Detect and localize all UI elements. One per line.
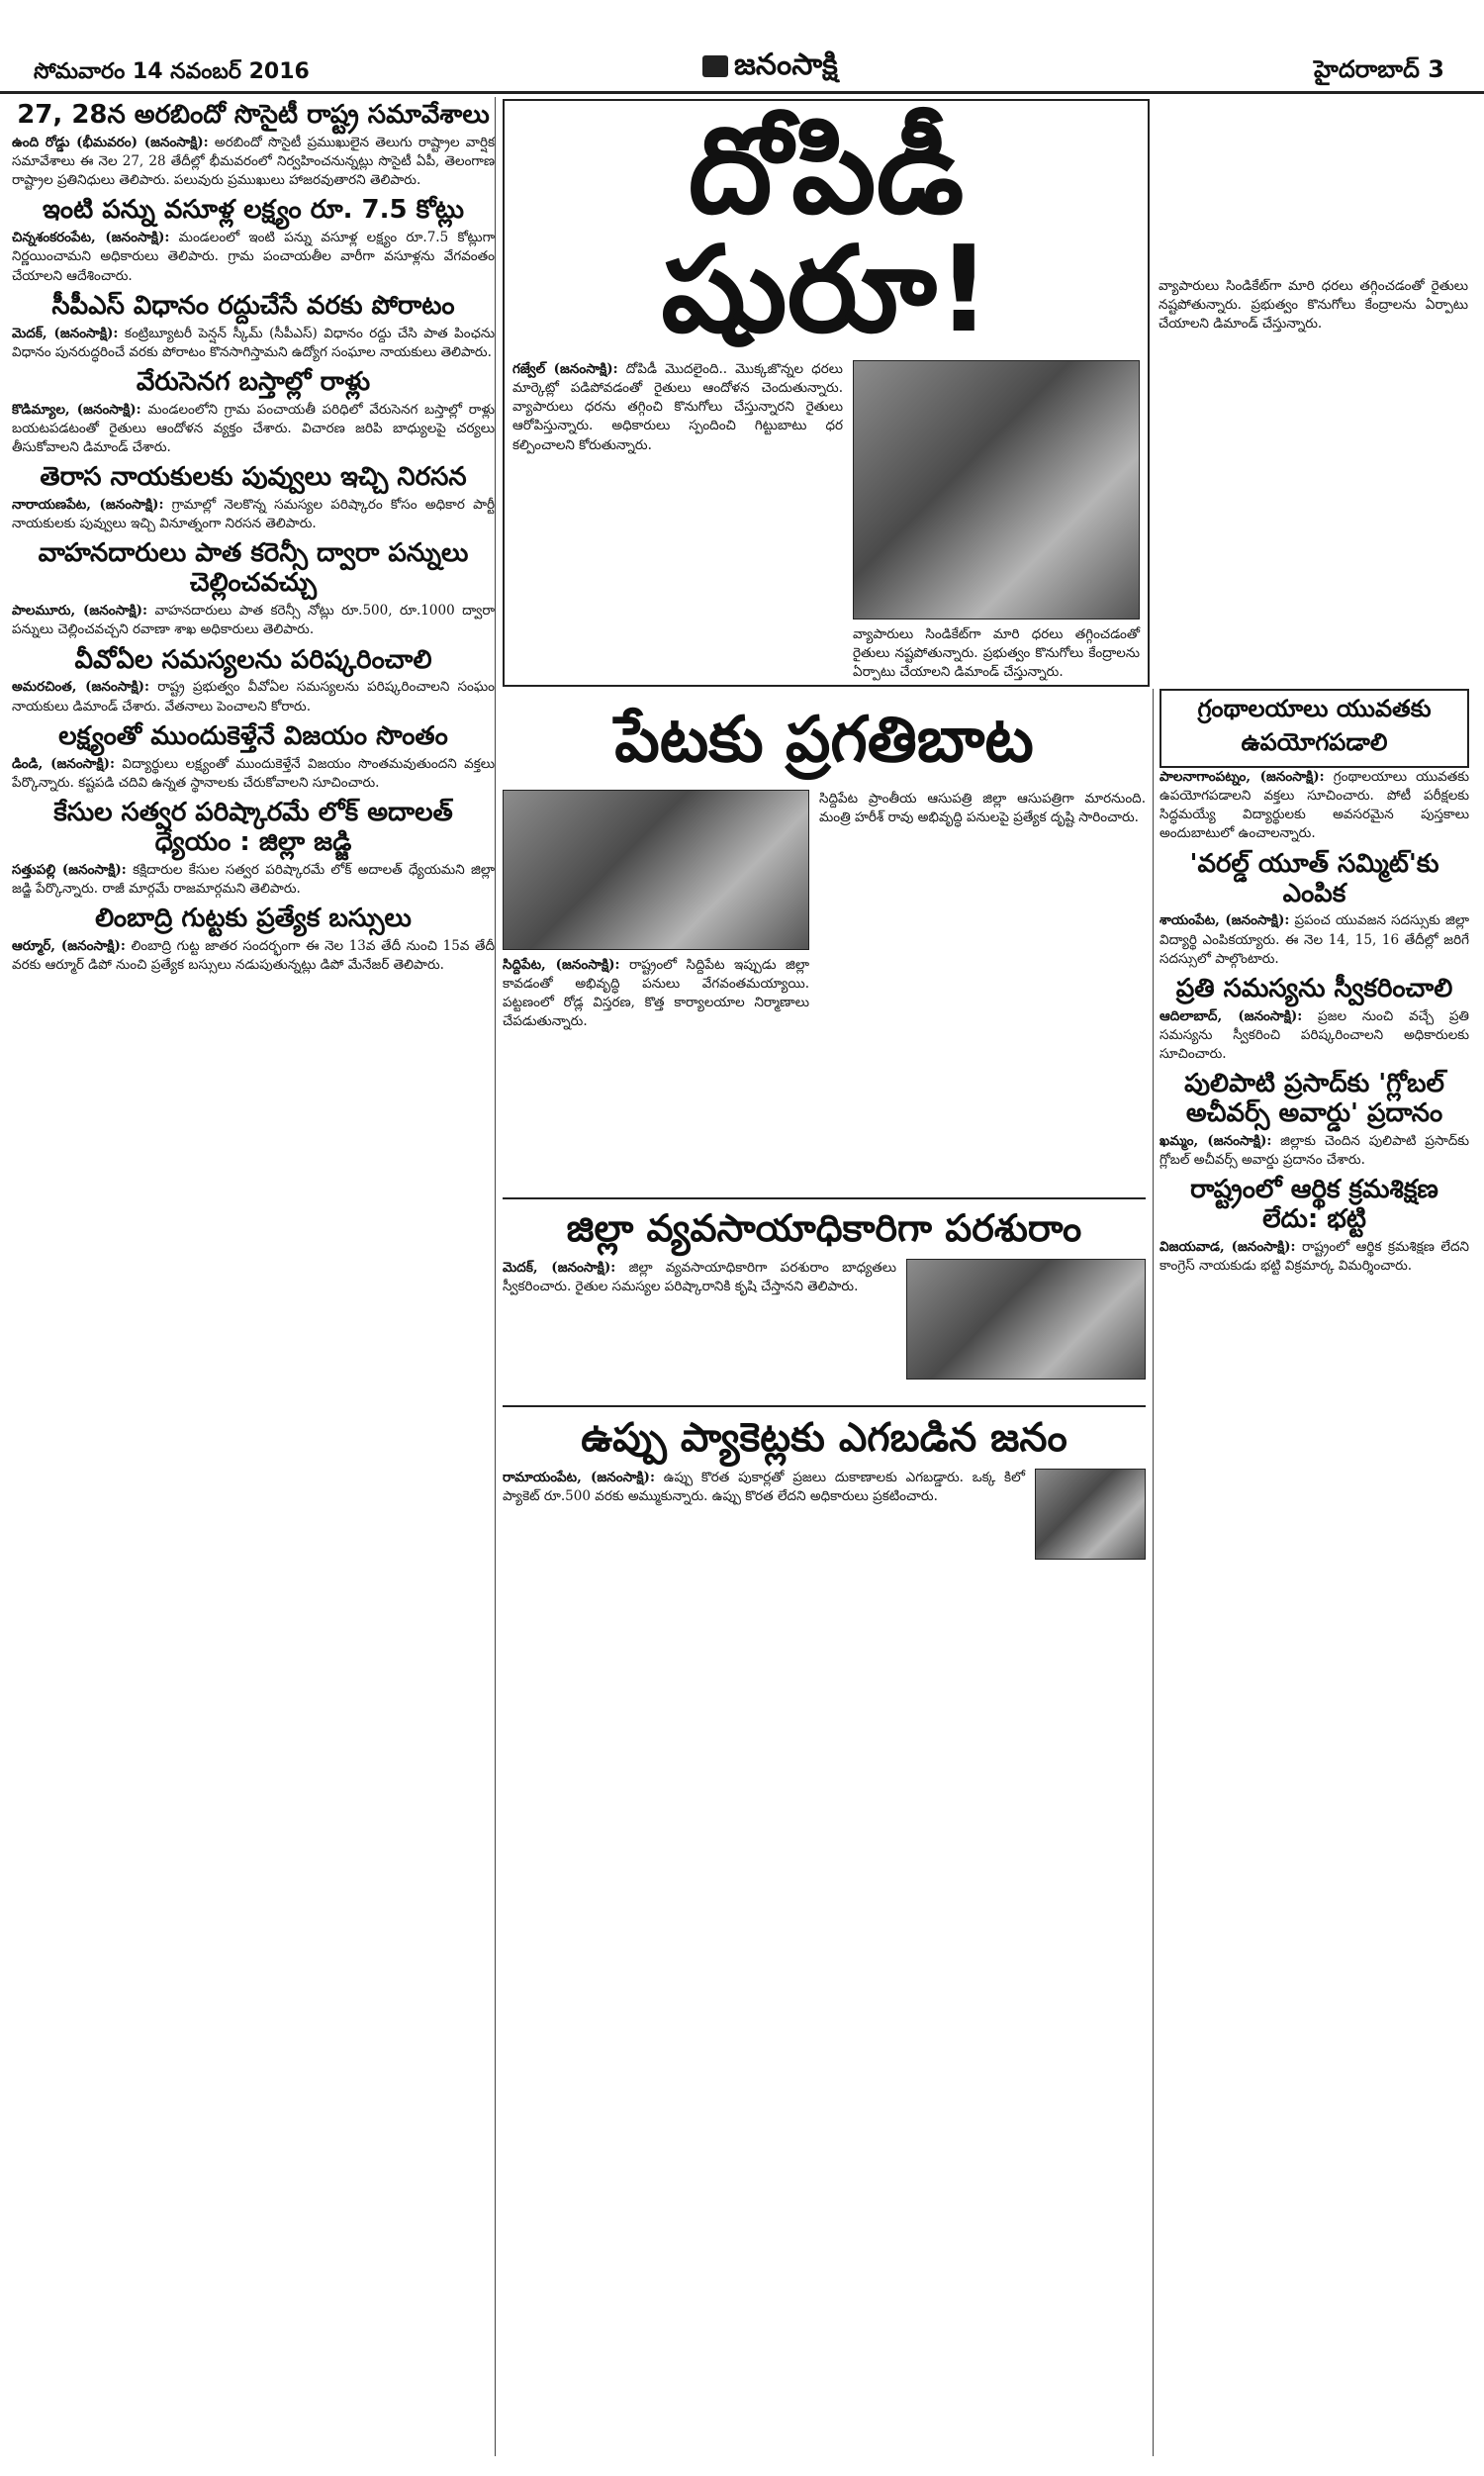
article-headline: వాహనదారులు పాత కరెన్సీ ద్వారా పన్నులు చెల్లించవచ్చు — [38, 538, 469, 599]
story2-dateline: సిద్దిపేట, (జనంసాక్షి): — [503, 956, 620, 973]
lead-dateline: గజ్వేల్ (జనంసాక్షి): — [512, 361, 618, 377]
article-dateline: ఉంది రోడ్డు (భీమవరం) (జనంసాక్షి): — [12, 134, 209, 150]
masthead — [0, 0, 1484, 94]
article-body: రాష్ట్రంలో ఆర్థిక క్రమశిక్షణ లేదని కాంగ్రెస్ నాయకుడు భట్టి విక్రమార్క విమర్శించారు. — [1159, 1239, 1470, 1275]
article-headline: లింబాద్రి గుట్టకు ప్రత్యేక బస్సులు — [95, 904, 412, 934]
story2-text-right — [819, 790, 1146, 1038]
article-dateline: సత్తుపల్లి (జనంసాక్షి): — [12, 861, 127, 878]
article-dateline: చిన్నశంకరంపేట, (జనంసాక్షి): — [12, 230, 170, 246]
article-headline: తెరాస నాయకులకు పువ్వులు ఇచ్చి నిరసన — [40, 462, 467, 493]
story3-photo — [906, 1259, 1146, 1380]
left-article-1 — [12, 196, 495, 285]
article-body: జిల్లాకు చెందిన పులిపాటి ప్రసాద్‌కు గ్లోబల్ అచీవర్స్ అవార్డు ప్రదానం చేశారు. — [1159, 1133, 1469, 1169]
article-headline: కేసుల సత్వర పరిష్కారమే లోక్ అదాలత్ ధ్యేయం : జిల్లా జడ్జి — [53, 797, 453, 857]
article-body: అరబిందో సొసైటీ ప్రముఖులైన తెలుగు రాష్ట్రాల వార్షిక సమావేశాలు ఈ నెల 27, 28 తేదీల్లో భీమవరంలో నిర్వహించనున్నట్లు సొసైటీ ఏపీ, తెలంగాణ రాష్ట్రాల ప్రతినిధులు తెలిపారు. పలువురు ప్రముఖులు హాజరవుతారని తెలిపారు. — [12, 134, 495, 189]
article-body: ప్రజల నుంచి వచ్చే ప్రతి సమస్యను స్వీకరించి పరిష్కరించాలని అధికారులకు సూచించారు. — [1159, 1007, 1469, 1063]
article-dateline: ఆదిలాబాద్, (జనంసాక్షి): — [1159, 1007, 1303, 1024]
article-body: ప్రపంచ యువజన సదస్సుకు జిల్లా విద్యార్థి ఎంపికయ్యారు. ఈ నెల 14, 15, 16 తేదీల్లో జరిగే సదస్సులో పాల్గొంటారు. — [1159, 912, 1469, 967]
left-article-2 — [12, 292, 495, 362]
left-article-4 — [12, 463, 495, 533]
article-dateline: విజయవాడ, (జనంసాక్షి): — [1159, 1239, 1296, 1256]
story-pragathi — [503, 693, 1146, 1188]
article-dateline: డిండి, (జనంసాక్షి): — [12, 755, 115, 772]
article-headline: గ్రంథాలయాలు యువతకు ఉపయోగపడాలి — [1159, 689, 1469, 768]
article-dateline: పాలనాగాంపట్నం, (జనంసాక్షి): — [1159, 769, 1325, 785]
article-dateline: అమరచింత, (జనంసాక్షి): — [12, 679, 150, 696]
lead-story — [503, 99, 1150, 687]
story2-headline: పేటకు ప్రగతిబాట — [614, 704, 1034, 777]
article-headline: ప్రతి సమస్యను స్వీకరించాలి — [1175, 973, 1453, 1003]
story2-body: రాష్ట్రంలో సిద్దిపేట ఇప్పుడు జిల్లా కావడంతో అభివృద్ధి పనులు వేగవంతమయ్యాయి. పట్టణంలో రోడ్ల విస్తరణ, కొత్త కార్యాలయాల నిర్మాణాలు చేపడుతున్నారు. — [503, 956, 809, 1030]
article-body: విద్యార్థులు లక్ష్యంతో ముందుకెళ్తేనే విజయం సొంతమవుతుందని వక్తలు పేర్కొన్నారు. కష్టపడి చదివి ఉన్నత స్థానాలకు చేరుకోవాలని సూచించారు. — [12, 755, 495, 791]
article-body: మండలంలో ఇంటి పన్ను వసూళ్ల లక్ష్యం రూ.7.5 కోట్లుగా నిర్ణయించామని అధికారులు తెలిపారు. గ్రామ పంచాయతీల వారీగా వసూళ్లను వేగవంతం చేయాలని ఆదేశించారు. — [12, 230, 495, 284]
article-body: కక్షిదారుల కేసుల సత్వర పరిష్కారమే లోక్ అదాలత్ ధ్యేయమని జిల్లా జడ్జి పేర్కొన్నారు. రాజీ మార్గమే రాజమార్గమని తెలిపారు. — [12, 861, 495, 897]
lead-text-left — [512, 360, 843, 687]
lead-headline: దోపిడీ షురూ! — [661, 103, 991, 359]
lead-body-2: వ్యాపారులు సిండికేట్‌గా మారి ధరలు తగ్గించడంతో రైతులు నష్టపోతున్నారు. ప్రభుత్వం కొనుగోలు కేంద్రాలను ఏర్పాటు చేయాలని డిమాండ్ చేస్తున్నారు. — [853, 626, 1140, 681]
lead-body-2-cont: వ్యాపారులు సిండికేట్‌గా మారి ధరలు తగ్గించడంతో రైతులు నష్టపోతున్నారు. ప్రభుత్వం కొనుగోలు కేంద్రాలను ఏర్పాటు చేయాలని డిమాండ్ చేస్తున్నారు. — [1159, 278, 1468, 333]
right-article-1 — [1154, 850, 1475, 969]
logo-text: జనంసాక్షి — [734, 48, 838, 82]
article-body: లింబాద్రి గుట్ట జాతర సందర్భంగా ఈ నెల 13వ తేదీ నుంచి 15వ తేదీ వరకు ఆర్మూర్ డిపో నుంచి ప్రత్యేక బస్సులు నడుపుతున్నట్లు డిపో మేనేజర్ తెలిపారు. — [12, 937, 496, 974]
article-dateline: మెదక్, (జనంసాక్షి): — [12, 325, 119, 341]
left-article-9 — [12, 905, 495, 975]
story-salt — [503, 1405, 1146, 1625]
story2-photo-column — [503, 790, 809, 1038]
lead-photo-column — [853, 360, 1140, 687]
story2-body-2: సిద్దిపేట ప్రాంతీయ ఆసుపత్రి జిల్లా ఆసుపత్రిగా మారనుంది. మంత్రి హరీశ్ రావు అభివృద్ధి పనులపై ప్రత్యేక దృష్టి సారించారు. — [819, 790, 1146, 825]
article-body: గ్రంథాలయాలు యువతకు ఉపయోగపడాలని వక్తలు సూచించారు. పోటీ పరీక్షలకు సిద్ధమయ్యే విద్యార్థులకు అవసరమైన పుస్తకాలు అందుబాటులో ఉంచాలన్నారు. — [1159, 769, 1470, 842]
story4-photo — [1035, 1469, 1146, 1560]
logo-icon — [702, 55, 728, 77]
article-body: గ్రామాల్లో నెలకొన్న సమస్యల పరిష్కారం కోసం అధికార పార్టీ నాయకులకు పువ్వులు ఇచ్చి వినూత్నంగా నిరసన తెలిపారు. — [12, 497, 495, 532]
right-article-4 — [1154, 1176, 1475, 1276]
article-body: మండలంలోని గ్రామ పంచాయతీ పరిధిలో వేరుసెనగ బస్తాల్లో రాళ్లు బయటపడటంతో రైతులు ఆందోళన వ్యక్తం చేశారు. విచారణ జరిపి బాధ్యులపై చర్యలు తీసుకోవాలని డిమాండ్ చేశారు. — [12, 401, 495, 456]
story2-photo — [503, 790, 809, 950]
story4-dateline: రామాయంపేట, (జనంసాక్షి): — [503, 1470, 655, 1485]
right-column — [1153, 689, 1475, 2456]
newspaper-logo — [702, 48, 838, 89]
left-article-3 — [12, 368, 495, 457]
article-headline: ఇంటి పన్ను వసూళ్ల లక్ష్యం రూ. 7.5 కోట్లు — [43, 195, 464, 226]
left-article-0 — [12, 101, 495, 190]
story3-body: జిల్లా వ్యవసాయాధికారిగా పరశురాం బాధ్యతలు స్వీకరించారు. రైతుల సమస్యల పరిష్కారానికి కృషి చేస్తానని తెలిపారు. — [503, 1259, 896, 1294]
article-headline: వీవోఏల సమస్యలను పరిష్కరించాలి — [74, 644, 432, 675]
lead-body: దోపిడీ మొదలైంది.. మొక్కజొన్నల ధరలు మార్కెట్లో పడిపోవడంతో రైతులు ఆందోళన చెందుతున్నారు. వ్యాపారులు ధరను తగ్గించి కొనుగోలు చేస్తున్నారని రైతులు ఆరోపిస్తున్నారు. అధికారులు స్పందించి గిట్టుబాటు ధర కల్పించాలని కోరుతున్నారు. — [512, 361, 843, 453]
article-headline: సీపీఎస్ విధానం రద్దుచేసే వరకు పోరాటం — [51, 290, 455, 321]
article-headline: 'వరల్డ్ యూత్ సమ్మిట్'కు ఎంపిక — [1189, 848, 1439, 908]
story3-headline: జిల్లా వ్యవసాయాధికారిగా పరశురాం — [566, 1206, 1082, 1250]
article-body: కంట్రిబ్యూటరీ పెన్షన్ స్కీమ్ (సీపీఎస్) విధానం రద్దు చేసి పాత పింఛను విధానం పునరుద్ధరించే వరకు పోరాటం కొనసాగిస్తామని ఉద్యోగ సంఘాల నాయకులు తెలిపారు. — [12, 325, 495, 360]
article-headline: పులిపాటి ప్రసాద్‌కు 'గ్లోబల్ అచీవర్స్ అవార్డు' ప్రదానం — [1184, 1069, 1444, 1129]
left-column — [12, 97, 496, 2456]
article-headline: వేరుసెనగ బస్తాల్లో రాళ్లు — [136, 366, 371, 397]
right-article-0 — [1154, 689, 1475, 844]
article-headline: లక్ష్యంతో ముందుకెళ్తేనే విజయం సొంతం — [58, 720, 448, 751]
article-body: రాష్ట్ర ప్రభుత్వం వీవోఏల సమస్యలను పరిష్కరించాలని సంఘం నాయకులు డిమాండ్ చేశారు. వేతనాలు పెంచాలని కోరారు. — [12, 679, 496, 714]
left-article-8 — [12, 799, 495, 899]
lead-continuation — [1153, 277, 1474, 679]
left-article-7 — [12, 722, 495, 793]
right-article-2 — [1154, 975, 1475, 1064]
left-article-6 — [12, 646, 495, 716]
article-dateline: శాయంపేట, (జనంసాక్షి): — [1159, 912, 1290, 929]
issue-date: సోమవారం 14 నవంబర్ 2016 — [34, 59, 310, 84]
edition-city: హైదరాబాద్ 3 — [1314, 55, 1444, 83]
left-article-5 — [12, 539, 495, 639]
article-body: వాహనదారులు పాత కరెన్సీ నోట్లు రూ.500, రూ.1000 ద్వారా పన్నులు చెల్లించవచ్చని రవాణా శాఖ అధికారులు తెలిపారు. — [12, 603, 495, 638]
article-headline: 27, 28న అరబిందో సొసైటీ రాష్ట్ర సమావేశాలు — [17, 100, 490, 130]
lead-photo — [853, 360, 1140, 619]
article-dateline: పాలమూరు, (జనంసాక్షి): — [12, 603, 147, 619]
article-dateline: నారాయణపేట, (జనంసాక్షి): — [12, 497, 164, 514]
article-dateline: ఖమ్మం, (జనంసాక్షి): — [1159, 1133, 1272, 1150]
story4-headline: ఉప్పు ప్యాకెట్లకు ఎగబడిన జనం — [581, 1415, 1067, 1461]
article-dateline: ఆర్మూర్, (జనంసాక్షి): — [12, 937, 126, 954]
article-dateline: కొడిమ్యాల, (జనంసాక్షి): — [12, 401, 141, 418]
story3-dateline: మెదక్, (జనంసాక్షి): — [503, 1259, 616, 1276]
story-agri-officer — [503, 1197, 1146, 1397]
right-article-3 — [1154, 1070, 1475, 1170]
story4-body: ఉప్పు కొరత పుకార్లతో ప్రజలు దుకాణాలకు ఎగబడ్డారు. ఒక్క కిలో ప్యాకెట్ రూ.500 వరకు అమ్ముకున్నారు. ఉప్పు కొరత లేదని అధికారులు ప్రకటించారు. — [503, 1470, 1025, 1505]
article-headline: రాష్ట్రంలో ఆర్థిక క్రమశిక్షణ లేదు: భట్టి — [1190, 1175, 1438, 1235]
